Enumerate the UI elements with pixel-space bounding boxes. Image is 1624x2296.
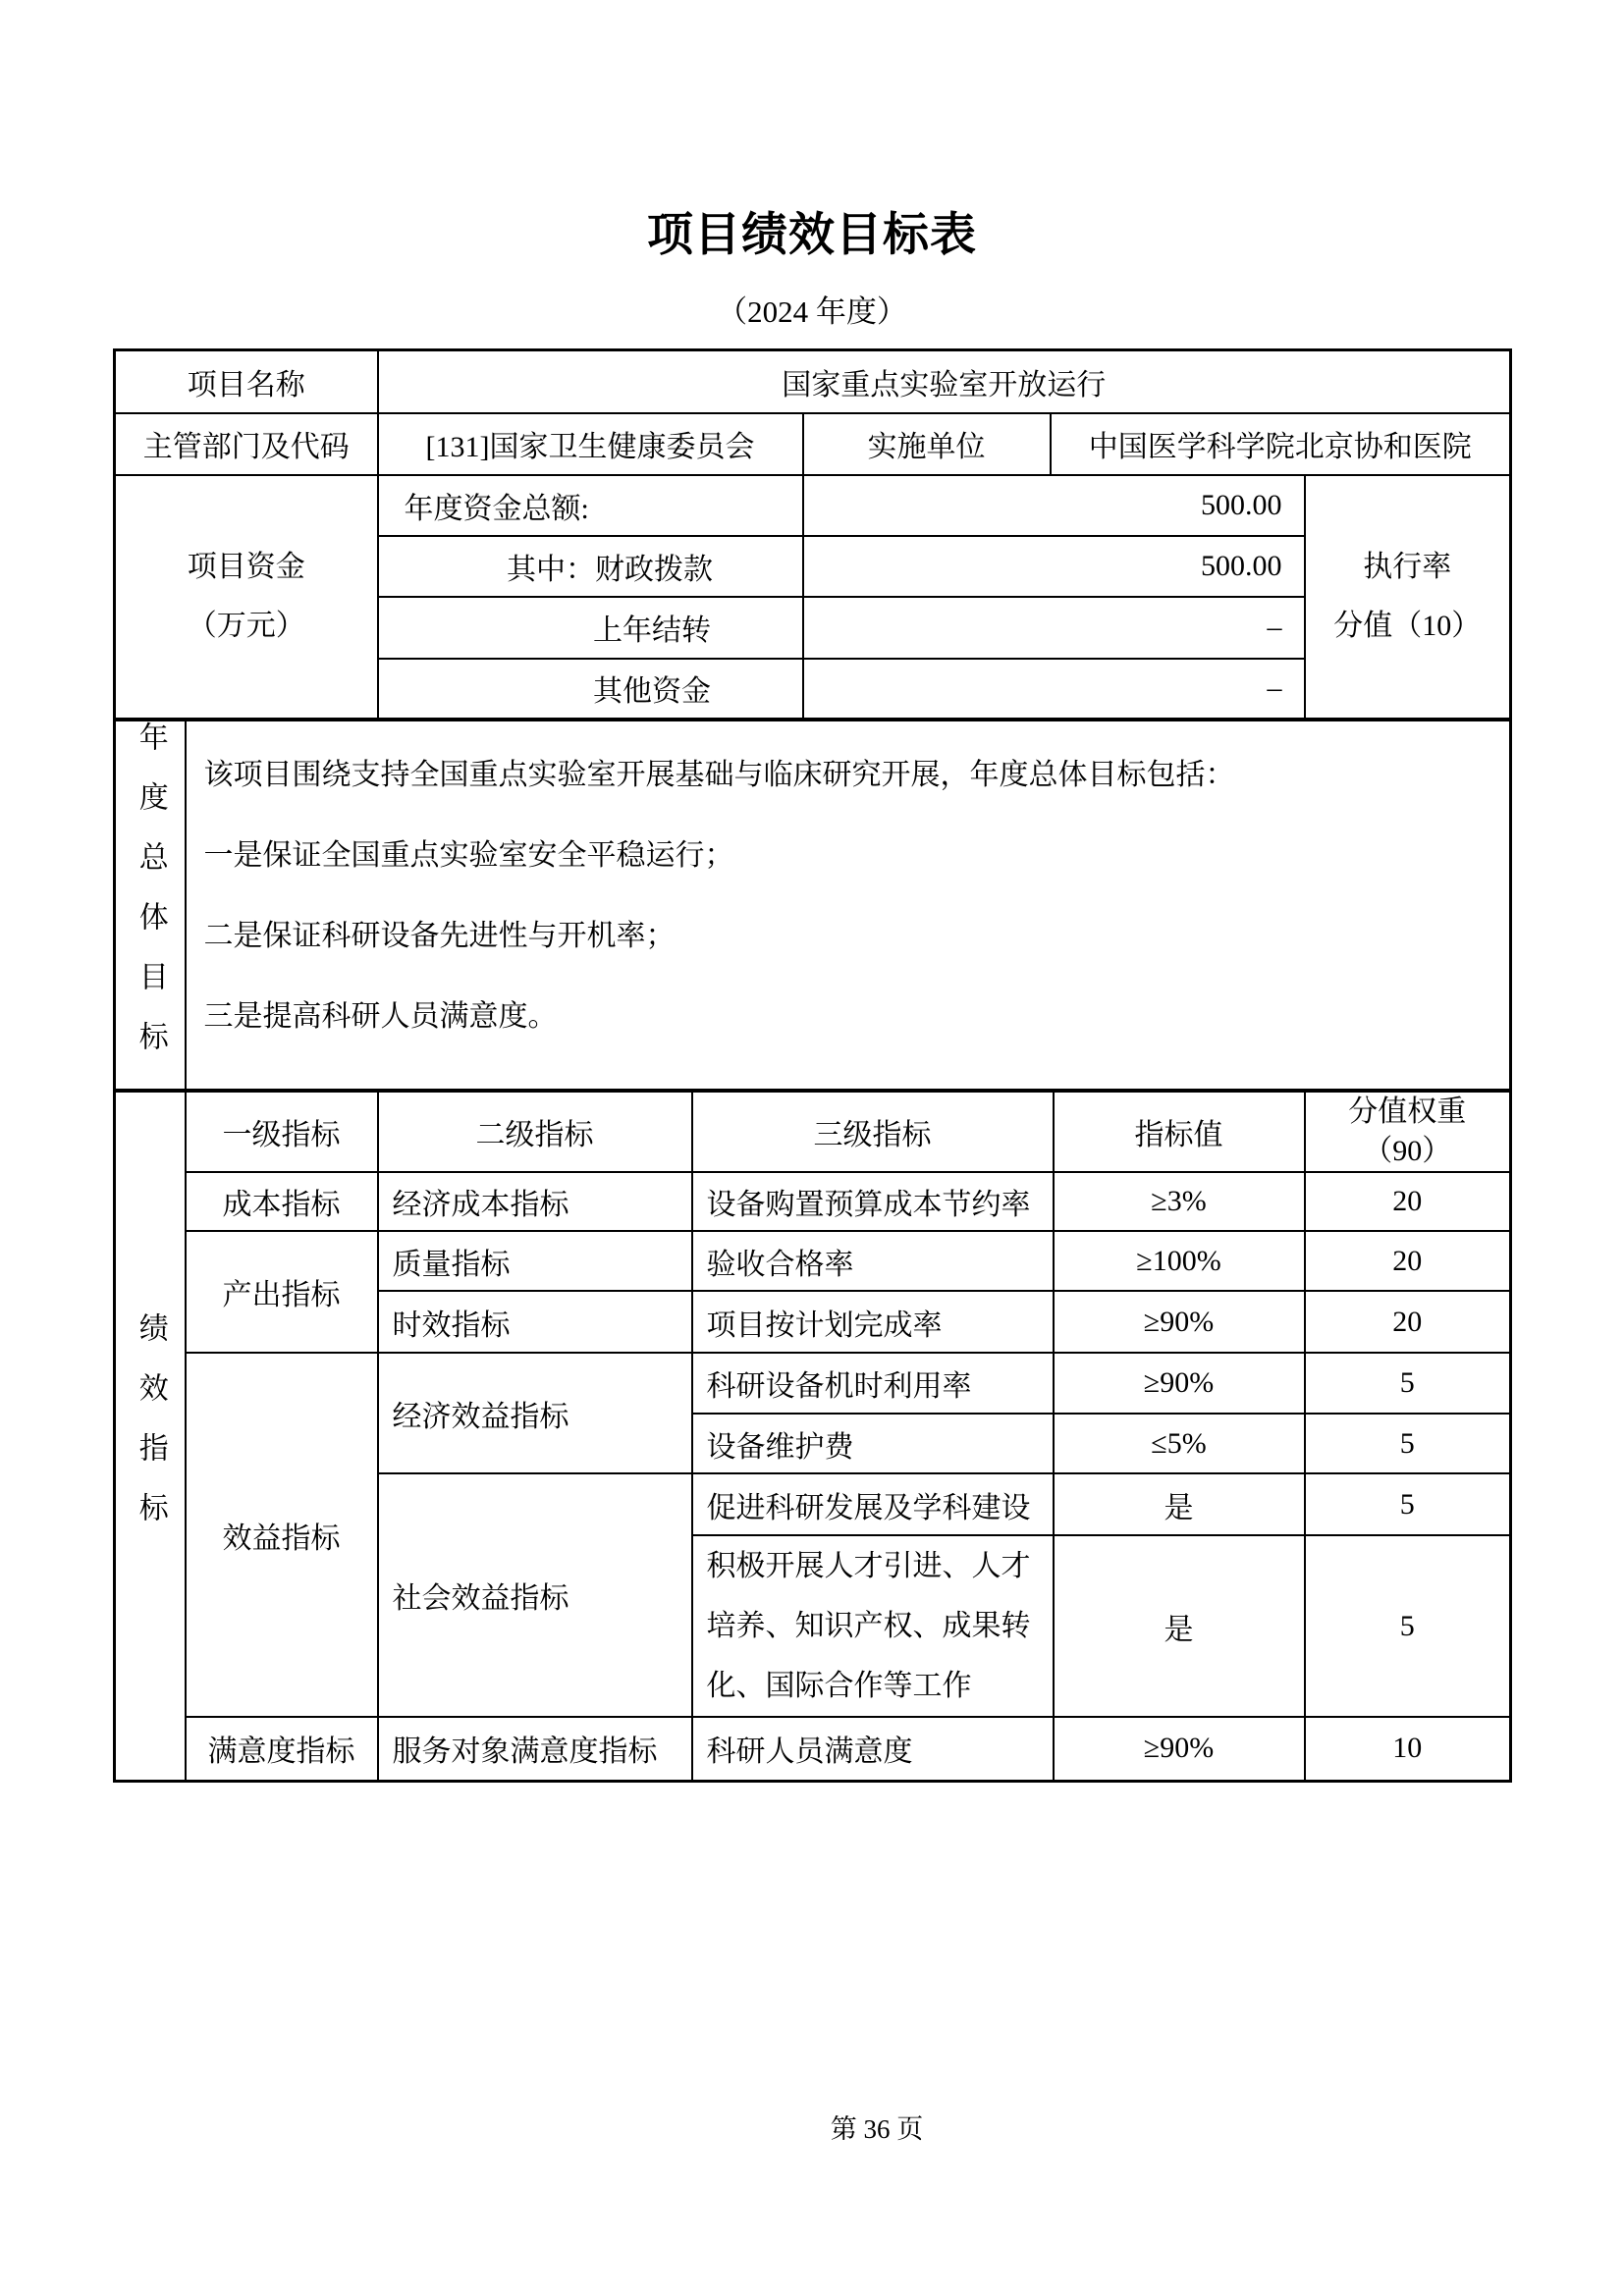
funding-total-value: 500.00 bbox=[803, 475, 1305, 536]
page-title: 项目绩效目标表 bbox=[647, 208, 977, 260]
table-row bbox=[115, 413, 1511, 475]
funding-carryover-label: 上年结转 bbox=[378, 597, 803, 659]
funding-other-label: 其他资金 bbox=[378, 659, 803, 720]
indicator-row bbox=[115, 1353, 1511, 1414]
maintenance-fee-level3: 设备维护费 bbox=[692, 1414, 1054, 1473]
department-value: [131]国家卫生健康委员会 bbox=[378, 413, 803, 475]
annual-goals-table bbox=[113, 719, 1512, 1092]
maintenance-fee-weight: 5 bbox=[1305, 1414, 1511, 1473]
talent-development-value: 是 bbox=[1054, 1535, 1305, 1717]
execution-rate-label bbox=[1305, 475, 1511, 720]
satisfaction-indicator-level2: 服务对象满意度指标 bbox=[378, 1717, 692, 1781]
page-number: 第 36 页 bbox=[830, 2114, 924, 2144]
maintenance-fee-value: ≤5% bbox=[1054, 1414, 1305, 1473]
timeliness-indicator-value: ≥90% bbox=[1054, 1291, 1305, 1353]
indicator-row bbox=[115, 1231, 1511, 1291]
research-promotion-weight: 5 bbox=[1305, 1473, 1511, 1535]
equipment-utilization-value: ≥90% bbox=[1054, 1353, 1305, 1414]
talent-development-level3: 积极开展人才引进、人才培养、知识产权、成果转化、国际合作等工作 bbox=[692, 1535, 1054, 1717]
timeliness-indicator-weight: 20 bbox=[1305, 1291, 1511, 1353]
indicators-side-label-text: 绩效指标 bbox=[134, 1311, 167, 1552]
funding-total-label: 年度资金总额: bbox=[378, 475, 803, 536]
department-label: 主管部门及代码 bbox=[115, 413, 378, 475]
implementing-unit-label: 实施单位 bbox=[803, 413, 1051, 475]
cost-indicator-value: ≥3% bbox=[1054, 1172, 1305, 1231]
goal-line: 三是提高科研人员满意度。 bbox=[203, 1000, 558, 1033]
annual-goals-content bbox=[186, 721, 1511, 1091]
talent-development-weight: 5 bbox=[1305, 1535, 1511, 1717]
funding-fiscal-value: 500.00 bbox=[803, 536, 1305, 597]
quality-indicator-level2: 质量指标 bbox=[378, 1231, 692, 1291]
header-value: 指标值 bbox=[1054, 1092, 1305, 1173]
project-name-label: 项目名称 bbox=[115, 350, 378, 413]
quality-indicator-level3: 验收合格率 bbox=[692, 1231, 1054, 1291]
funding-carryover-value: – bbox=[803, 597, 1305, 659]
funding-section-label-line2: （万元） bbox=[187, 609, 305, 642]
satisfaction-indicator-weight: 10 bbox=[1305, 1717, 1511, 1781]
goal-line: 二是保证科研设备先进性与开机率； bbox=[203, 920, 676, 952]
header-weight-line2: （90） bbox=[1363, 1135, 1452, 1167]
economic-benefit-level2: 经济效益指标 bbox=[378, 1353, 692, 1473]
social-benefit-level2: 社会效益指标 bbox=[378, 1473, 692, 1717]
equipment-utilization-weight: 5 bbox=[1305, 1353, 1511, 1414]
header-level1: 一级指标 bbox=[186, 1092, 378, 1173]
equipment-utilization-level3: 科研设备机时利用率 bbox=[692, 1353, 1054, 1414]
header-level2: 二级指标 bbox=[378, 1092, 692, 1173]
table-row bbox=[115, 350, 1511, 413]
cost-indicator-level1: 成本指标 bbox=[186, 1172, 378, 1231]
satisfaction-indicator-level1: 满意度指标 bbox=[186, 1717, 378, 1781]
funding-section-label-line1: 项目资金 bbox=[187, 550, 305, 583]
table-row bbox=[115, 721, 1511, 1091]
research-promotion-level3: 促进科研发展及学科建设 bbox=[692, 1473, 1054, 1535]
project-info-table bbox=[113, 348, 1512, 721]
indicators-table bbox=[113, 1090, 1512, 1783]
benefit-indicator-level1: 效益指标 bbox=[186, 1353, 378, 1717]
indicators-side-label bbox=[115, 1092, 186, 1782]
table-row bbox=[115, 475, 1511, 536]
timeliness-indicator-level2: 时效指标 bbox=[378, 1291, 692, 1353]
project-name-value: 国家重点实验室开放运行 bbox=[378, 350, 1511, 413]
header-level3: 三级指标 bbox=[692, 1092, 1054, 1173]
quality-indicator-weight: 20 bbox=[1305, 1231, 1511, 1291]
execution-rate-line2: 分值（10） bbox=[1333, 609, 1482, 642]
goal-line: 该项目围绕支持全国重点实验室开展基础与临床研究开展，年度总体目标包括： bbox=[203, 759, 1235, 791]
output-indicator-level1: 产出指标 bbox=[186, 1231, 378, 1353]
cost-indicator-level2: 经济成本指标 bbox=[378, 1172, 692, 1231]
quality-indicator-value: ≥100% bbox=[1054, 1231, 1305, 1291]
funding-fiscal-label: 其中：财政拨款 bbox=[378, 536, 803, 597]
indicators-header-row bbox=[115, 1092, 1511, 1173]
timeliness-indicator-level3: 项目按计划完成率 bbox=[692, 1291, 1054, 1353]
header-weight-line1: 分值权重 bbox=[1348, 1095, 1467, 1128]
satisfaction-indicator-value: ≥90% bbox=[1054, 1717, 1305, 1781]
indicator-row bbox=[115, 1717, 1511, 1781]
indicator-row bbox=[115, 1172, 1511, 1231]
cost-indicator-weight: 20 bbox=[1305, 1172, 1511, 1231]
funding-section-label bbox=[115, 475, 378, 720]
annual-goals-side-label bbox=[115, 721, 186, 1091]
execution-rate-line1: 执行率 bbox=[1363, 550, 1452, 583]
implementing-unit-value: 中国医学科学院北京协和医院 bbox=[1051, 413, 1511, 475]
funding-other-value: – bbox=[803, 659, 1305, 720]
goal-line: 一是保证全国重点实验室安全平稳运行； bbox=[203, 839, 734, 872]
year-subtitle: （2024 年度） bbox=[717, 294, 907, 329]
research-promotion-value: 是 bbox=[1054, 1473, 1305, 1535]
header-weight bbox=[1305, 1092, 1511, 1173]
cost-indicator-level3: 设备购置预算成本节约率 bbox=[692, 1172, 1054, 1231]
performance-target-table bbox=[113, 348, 1511, 1783]
satisfaction-indicator-level3: 科研人员满意度 bbox=[692, 1717, 1054, 1781]
annual-goals-side-label-text: 年度总体目标 bbox=[134, 721, 167, 1081]
